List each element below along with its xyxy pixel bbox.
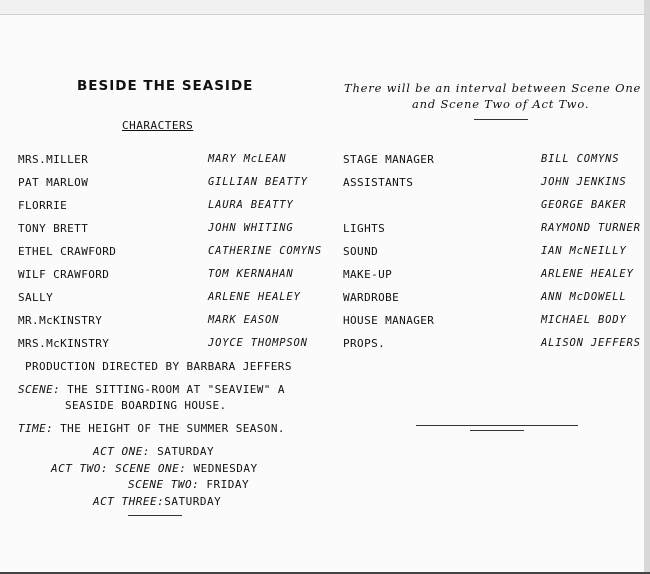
cast-actor: LAURA BEATTY <box>208 199 294 211</box>
crew-job: MAKE-UP <box>343 268 393 281</box>
scene-line1 <box>18 383 285 396</box>
cast-actor: MARY McLEAN <box>208 153 287 165</box>
cast-actor: TOM KERNAHAN <box>208 268 294 280</box>
cast-actor: MARK EASON <box>208 314 280 326</box>
crew-name: JOHN JENKINS <box>541 176 627 188</box>
scene-label: SCENE: <box>18 383 61 396</box>
act-label: ACT THREE: <box>93 495 165 508</box>
cast-actor: JOYCE THOMPSON <box>208 337 308 349</box>
interval-note-line2: and Scene Two of Act Two. <box>412 97 590 111</box>
act-day: SATURDAY <box>157 445 215 458</box>
scene-text-2: SEASIDE BOARDING HOUSE. <box>65 399 227 412</box>
crew-name: ARLENE HEALEY <box>541 268 634 280</box>
act-row <box>128 478 249 491</box>
crew-name: RAYMOND TURNER <box>541 222 641 234</box>
characters-heading: CHARACTERS <box>122 119 194 132</box>
time-text: THE HEIGHT OF THE SUMMER SEASON. <box>60 422 285 435</box>
ornament-rule-short <box>470 430 524 431</box>
play-title: BESIDE THE SEASIDE <box>77 78 254 94</box>
act-row <box>51 462 258 475</box>
cast-role: TONY BRETT <box>18 222 89 235</box>
crew-name: IAN McNEILLY <box>541 245 627 257</box>
cast-role: MRS.MILLER <box>18 153 89 166</box>
cast-role: PAT MARLOW <box>18 176 89 189</box>
crew-job: SOUND <box>343 245 379 258</box>
crew-job: STAGE MANAGER <box>343 153 435 166</box>
crew-name: MICHAEL BODY <box>541 314 627 326</box>
right-edge <box>644 0 650 574</box>
interval-note-line1: There will be an interval between Scene One <box>344 81 642 95</box>
crew-job: HOUSE MANAGER <box>343 314 435 327</box>
cast-actor: CATHERINE COMYNS <box>208 245 322 257</box>
crew-job: WARDROBE <box>343 291 400 304</box>
crew-job: ASSISTANTS <box>343 176 414 189</box>
act-label: ACT TWO: SCENE ONE: <box>51 462 187 475</box>
interval-rule <box>474 119 528 120</box>
ornament-rule-long <box>416 425 578 426</box>
top-edge <box>0 0 650 15</box>
time-label: TIME: <box>18 422 54 435</box>
time-line <box>18 422 285 435</box>
act-label: ACT ONE: <box>93 445 150 458</box>
acts-rule <box>128 515 182 516</box>
cast-role: WILF CRAWFORD <box>18 268 110 281</box>
cast-role: MR.McKINSTRY <box>18 314 103 327</box>
cast-actor: GILLIAN BEATTY <box>208 176 308 188</box>
crew-job: PROPS. <box>343 337 386 350</box>
crew-name: ANN McDOWELL <box>541 291 627 303</box>
cast-role: FLORRIE <box>18 199 68 212</box>
act-day: WEDNESDAY <box>193 462 258 475</box>
cast-role: SALLY <box>18 291 54 304</box>
crew-name: BILL COMYNS <box>541 153 620 165</box>
cast-actor: JOHN WHITING <box>208 222 294 234</box>
scene-text-1: THE SITTING-ROOM AT "SEAVIEW" A <box>67 383 285 396</box>
crew-name: GEORGE BAKER <box>541 199 627 211</box>
act-day: SATURDAY <box>164 495 222 508</box>
cast-role: MRS.McKINSTRY <box>18 337 110 350</box>
crew-job: LIGHTS <box>343 222 386 235</box>
act-row <box>93 495 221 508</box>
production-credit: PRODUCTION DIRECTED BY BARBARA JEFFERS <box>25 360 292 373</box>
cast-role: ETHEL CRAWFORD <box>18 245 117 258</box>
act-day: FRIDAY <box>206 478 250 491</box>
cast-actor: ARLENE HEALEY <box>208 291 301 303</box>
act-label: SCENE TWO: <box>128 478 200 491</box>
act-row <box>93 445 214 458</box>
crew-name: ALISON JEFFERS <box>541 337 641 349</box>
